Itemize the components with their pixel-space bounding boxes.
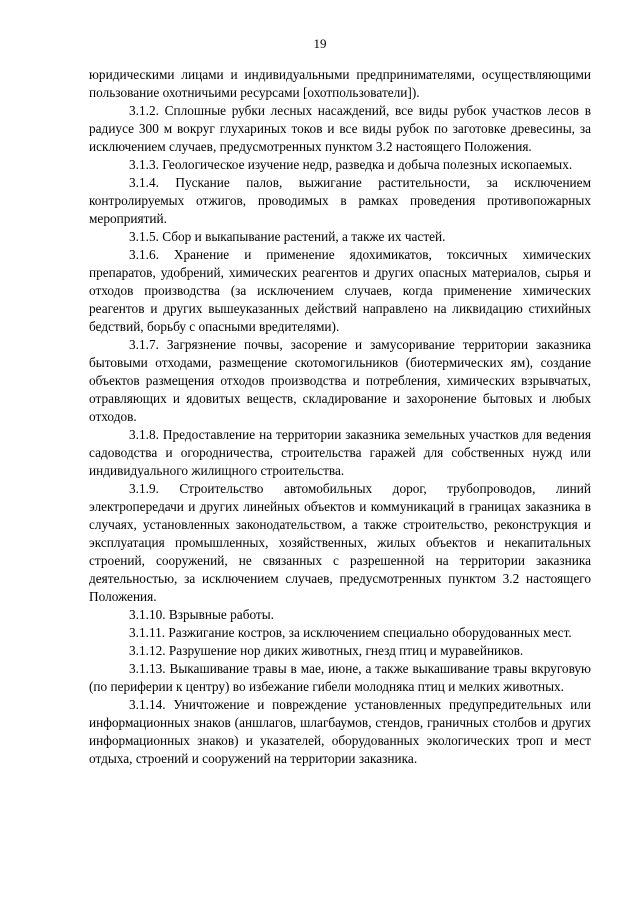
paragraph-3-1-13: 3.1.13. Выкашивание травы в мае, июне, а также выкашивание травы вкруговую (по периферии к центру) во избежание гибели молодняка птиц и мелких животных. [89,661,591,694]
paragraph-3-1-3: 3.1.3. Геологическое изучение недр, разведка и добыча полезных ископаемых. [129,157,573,172]
paragraph-3-1-6: 3.1.6. Хранение и применение ядохимикатов, токсичных химических препаратов, удобрений, химических реагентов и других опасных материалов, сырья и отходов производства (за исключением случаев, когда применение химических реагентов и других вышеуказанных действий направлено на ликвидацию стихийных бедствий, борьбу с опасными вредителями). [89,247,591,334]
paragraph-continuation: юридическими лицами и индивидуальными предпринимателями, осуществляющими пользование охотничьими ресурсами [охотпользователи]). [89,67,591,100]
document-body [89,66,591,768]
page-number: 19 [313,36,327,51]
paragraph-3-1-11: 3.1.11. Разжигание костров, за исключением специально оборудованных мест. [129,625,572,640]
paragraph-3-1-8: 3.1.8. Предоставление на территории заказника земельных участков для ведения садоводства и огородничества, строительства гаражей для собственных нужд или индивидуального жилищного строительства. [89,427,591,478]
paragraph-3-1-9: 3.1.9. Строительство автомобильных дорог, трубопроводов, линий электропередачи и других линейных объектов и коммуникаций в границах заказника в случаях, установленных законодательством, а также строительство, реконструкция и эксплуатация промышленных, хозяйственных, жилых объектов и некапитальных строений, сооружений, не связанных с разрешенной на территории заказника деятельностью, за исключением случаев, предусмотренных пунктом 3.2 настоящего Положения. [89,481,591,604]
paragraph-3-1-14: 3.1.14. Уничтожение и повреждение установленных предупредительных или информационных знаков (аншлагов, шлагбаумов, стендов, граничных столбов и других информационных знаков) и указателей, оборудованных экологических троп и мест отдыха, строений и сооружений на территории заказника. [89,697,591,766]
paragraph-3-1-12: 3.1.12. Разрушение нор диких животных, гнезд птиц и муравейников. [129,643,524,658]
paragraph-3-1-10: 3.1.10. Взрывные работы. [129,607,275,622]
paragraph-3-1-4: 3.1.4. Пускание палов, выжигание растительности, за исключением контролируемых отжигов, проводимых в рамках проведения противопожарных мероприятий. [89,175,591,226]
paragraph-3-1-5: 3.1.5. Сбор и выкапывание растений, а также их частей. [129,229,446,244]
paragraph-3-1-7: 3.1.7. Загрязнение почвы, засорение и замусоривание территории заказника бытовыми отходами, размещение скотомогильников (биотермических ям), создание объектов размещения отходов производства и потребления, химических взрывчатых, отравляющих и ядовитых веществ, складирование и захоронение бытовых и любых отходов. [89,337,591,424]
paragraph-3-1-2: 3.1.2. Сплошные рубки лесных насаждений, все виды рубок участков лесов в радиусе 300 м вокруг глухариных токов и все виды рубок по заготовке древесины, за исключением случаев, предусмотренных пунктом 3.2 настоящего Положения. [89,103,591,154]
